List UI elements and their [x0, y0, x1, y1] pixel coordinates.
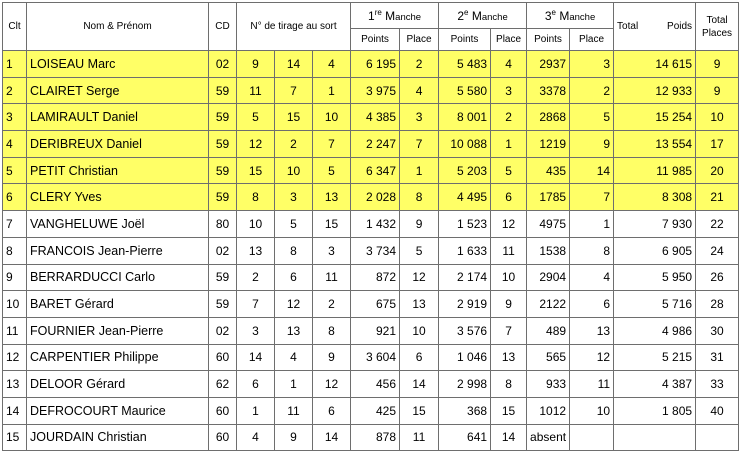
table-row	[3, 77, 739, 104]
cell-m1-place: 13	[400, 291, 439, 318]
cell-total-places: 9	[696, 51, 739, 78]
cell-m3-place: 12	[570, 344, 614, 371]
cell-m1-points: 2 028	[351, 184, 400, 211]
cell-total-places: 21	[696, 184, 739, 211]
cell-tirage-1: 14	[237, 344, 275, 371]
cell-total-poids: 5 950	[614, 264, 696, 291]
cell-m3-points: 1219	[527, 131, 570, 158]
cell-total-poids: 15 254	[614, 104, 696, 131]
cell-cd: 02	[209, 51, 237, 78]
cell-name: FRANCOIS Jean-Pierre	[27, 237, 209, 264]
cell-tirage-2: 12	[275, 291, 313, 318]
cell-total-poids: 4 387	[614, 371, 696, 398]
header-manche-1	[351, 3, 439, 29]
cell-tirage-1: 4	[237, 424, 275, 451]
cell-total-places: 17	[696, 131, 739, 158]
cell-clt: 11	[3, 317, 27, 344]
cell-m2-place: 8	[491, 371, 527, 398]
cell-tirage-2: 13	[275, 317, 313, 344]
cell-m2-points: 1 633	[439, 237, 491, 264]
cell-clt: 13	[3, 371, 27, 398]
cell-m2-place: 5	[491, 157, 527, 184]
cell-m2-points: 5 203	[439, 157, 491, 184]
cell-m3-points: 2904	[527, 264, 570, 291]
cell-m3-points: 1785	[527, 184, 570, 211]
header-clt: Clt	[3, 3, 27, 51]
cell-m2-points: 368	[439, 397, 491, 424]
cell-tirage-1: 5	[237, 104, 275, 131]
cell-m1-points: 878	[351, 424, 400, 451]
cell-clt: 15	[3, 424, 27, 451]
cell-m2-place: 14	[491, 424, 527, 451]
table-row	[3, 157, 739, 184]
header-total-label: Total	[617, 21, 639, 32]
cell-tirage-2: 15	[275, 104, 313, 131]
cell-m3-points: 565	[527, 344, 570, 371]
manche-1-word-initial: M	[385, 8, 396, 23]
cell-m2-points: 3 576	[439, 317, 491, 344]
cell-tirage-1: 11	[237, 77, 275, 104]
cell-total-places: 24	[696, 237, 739, 264]
cell-m2-place: 2	[491, 104, 527, 131]
cell-tirage-3: 7	[313, 131, 351, 158]
cell-m1-place: 3	[400, 104, 439, 131]
cell-m1-points: 3 975	[351, 77, 400, 104]
manche-2-word-rest: anche	[481, 11, 508, 23]
manche-1-number: 1	[368, 8, 375, 23]
cell-m2-points: 8 001	[439, 104, 491, 131]
cell-m3-points: 2122	[527, 291, 570, 318]
cell-total-places: 20	[696, 157, 739, 184]
cell-tirage-1: 12	[237, 131, 275, 158]
cell-tirage-3: 13	[313, 184, 351, 211]
cell-m2-points: 1 523	[439, 211, 491, 238]
table-row	[3, 424, 739, 451]
cell-total-places: 33	[696, 371, 739, 398]
cell-cd: 59	[209, 264, 237, 291]
table-row	[3, 237, 739, 264]
cell-m3-place: 2	[570, 77, 614, 104]
cell-tirage-3: 4	[313, 51, 351, 78]
cell-cd: 59	[209, 77, 237, 104]
table-row	[3, 317, 739, 344]
cell-m3-place: 5	[570, 104, 614, 131]
cell-m3-place: 10	[570, 397, 614, 424]
results-body	[3, 51, 739, 451]
header-manche-3	[527, 3, 614, 29]
cell-m2-place: 9	[491, 291, 527, 318]
cell-m3-place: 4	[570, 264, 614, 291]
cell-m1-place: 2	[400, 51, 439, 78]
cell-tirage-3: 9	[313, 344, 351, 371]
cell-tirage-2: 14	[275, 51, 313, 78]
cell-total-places: 28	[696, 291, 739, 318]
cell-clt: 10	[3, 291, 27, 318]
cell-total-poids: 12 933	[614, 77, 696, 104]
cell-m2-place: 1	[491, 131, 527, 158]
cell-clt: 6	[3, 184, 27, 211]
table-row	[3, 291, 739, 318]
header-total-places: Total Places	[696, 3, 739, 51]
cell-m1-points: 872	[351, 264, 400, 291]
manche-1-word-rest: anche	[395, 11, 422, 23]
cell-m3-place: 1	[570, 211, 614, 238]
cell-m1-points: 3 604	[351, 344, 400, 371]
cell-m2-points: 2 174	[439, 264, 491, 291]
cell-tirage-3: 15	[313, 211, 351, 238]
manche-3-word-rest: anche	[569, 11, 596, 23]
header-total-poids	[614, 3, 696, 51]
cell-m3-place: 11	[570, 371, 614, 398]
cell-m2-place: 4	[491, 51, 527, 78]
cell-m1-points: 6 347	[351, 157, 400, 184]
cell-m2-points: 4 495	[439, 184, 491, 211]
cell-tirage-2: 11	[275, 397, 313, 424]
cell-name: BERRARDUCCI Carlo	[27, 264, 209, 291]
cell-tirage-1: 1	[237, 397, 275, 424]
cell-tirage-3: 14	[313, 424, 351, 451]
cell-total-places: 40	[696, 397, 739, 424]
cell-total-poids: 5 716	[614, 291, 696, 318]
cell-m3-place: 6	[570, 291, 614, 318]
manche-2-number: 2	[457, 8, 465, 23]
cell-m1-place: 15	[400, 397, 439, 424]
cell-total-places: 10	[696, 104, 739, 131]
cell-cd: 60	[209, 344, 237, 371]
cell-tirage-2: 5	[275, 211, 313, 238]
cell-cd: 59	[209, 157, 237, 184]
cell-m2-place: 15	[491, 397, 527, 424]
cell-clt: 1	[3, 51, 27, 78]
cell-name: DEFROCOURT Maurice	[27, 397, 209, 424]
cell-m3-place	[570, 424, 614, 451]
cell-clt: 3	[3, 104, 27, 131]
cell-m2-points: 10 088	[439, 131, 491, 158]
cell-cd: 60	[209, 424, 237, 451]
header-m1-points: Points	[351, 29, 400, 51]
cell-m3-points: 2937	[527, 51, 570, 78]
cell-tirage-3: 12	[313, 371, 351, 398]
cell-m2-place: 11	[491, 237, 527, 264]
table-row	[3, 104, 739, 131]
table-row	[3, 51, 739, 78]
header-m3-points: Points	[527, 29, 570, 51]
cell-cd: 02	[209, 317, 237, 344]
cell-m2-place: 12	[491, 211, 527, 238]
cell-clt: 12	[3, 344, 27, 371]
cell-cd: 59	[209, 184, 237, 211]
cell-tirage-2: 6	[275, 264, 313, 291]
cell-name: JOURDAIN Christian	[27, 424, 209, 451]
table-row	[3, 344, 739, 371]
cell-tirage-1: 15	[237, 157, 275, 184]
cell-tirage-2: 2	[275, 131, 313, 158]
cell-clt: 7	[3, 211, 27, 238]
cell-clt: 5	[3, 157, 27, 184]
header-manche-2	[439, 3, 527, 29]
cell-m1-place: 10	[400, 317, 439, 344]
manche-3-word-initial: M	[559, 8, 570, 23]
cell-name: PETIT Christian	[27, 157, 209, 184]
cell-total-poids: 8 308	[614, 184, 696, 211]
cell-name: BARET Gérard	[27, 291, 209, 318]
cell-clt: 2	[3, 77, 27, 104]
manche-3-sup: e	[551, 7, 556, 17]
cell-tirage-3: 8	[313, 317, 351, 344]
cell-cd: 59	[209, 104, 237, 131]
cell-m1-place: 4	[400, 77, 439, 104]
cell-m1-place: 6	[400, 344, 439, 371]
cell-tirage-1: 2	[237, 264, 275, 291]
cell-total-poids: 7 930	[614, 211, 696, 238]
cell-m3-place: 14	[570, 157, 614, 184]
table-row	[3, 371, 739, 398]
cell-m1-place: 9	[400, 211, 439, 238]
cell-m1-points: 456	[351, 371, 400, 398]
cell-tirage-3: 10	[313, 104, 351, 131]
cell-m2-points: 641	[439, 424, 491, 451]
cell-name: CARPENTIER Philippe	[27, 344, 209, 371]
cell-cd: 60	[209, 397, 237, 424]
cell-tirage-3: 3	[313, 237, 351, 264]
manche-3-number: 3	[544, 8, 552, 23]
cell-tirage-2: 10	[275, 157, 313, 184]
cell-m3-points: 3378	[527, 77, 570, 104]
cell-total-places: 22	[696, 211, 739, 238]
cell-m3-place: 7	[570, 184, 614, 211]
cell-m1-points: 1 432	[351, 211, 400, 238]
cell-m1-place: 8	[400, 184, 439, 211]
cell-m2-points: 2 998	[439, 371, 491, 398]
cell-m2-place: 3	[491, 77, 527, 104]
cell-tirage-1: 9	[237, 51, 275, 78]
cell-m3-points: 435	[527, 157, 570, 184]
cell-total-poids: 14 615	[614, 51, 696, 78]
cell-total-places: 30	[696, 317, 739, 344]
table-row	[3, 211, 739, 238]
cell-m1-place: 11	[400, 424, 439, 451]
cell-cd: 62	[209, 371, 237, 398]
cell-m1-points: 425	[351, 397, 400, 424]
cell-total-poids: 4 986	[614, 317, 696, 344]
header-m3-place: Place	[570, 29, 614, 51]
cell-m1-place: 1	[400, 157, 439, 184]
cell-m1-place: 5	[400, 237, 439, 264]
cell-tirage-2: 7	[275, 77, 313, 104]
cell-m2-place: 13	[491, 344, 527, 371]
cell-cd: 80	[209, 211, 237, 238]
cell-tirage-3: 2	[313, 291, 351, 318]
cell-tirage-3: 6	[313, 397, 351, 424]
cell-total-places: 26	[696, 264, 739, 291]
manche-2-sup: e	[464, 7, 469, 17]
cell-total-poids: 13 554	[614, 131, 696, 158]
cell-total-places: 9	[696, 77, 739, 104]
table-row	[3, 131, 739, 158]
cell-m2-place: 6	[491, 184, 527, 211]
cell-tirage-1: 8	[237, 184, 275, 211]
cell-total-places: 31	[696, 344, 739, 371]
cell-clt: 14	[3, 397, 27, 424]
cell-tirage-2: 3	[275, 184, 313, 211]
cell-tirage-2: 1	[275, 371, 313, 398]
cell-m3-points: 1538	[527, 237, 570, 264]
cell-m2-points: 5 580	[439, 77, 491, 104]
cell-m3-points: 1012	[527, 397, 570, 424]
cell-m1-place: 12	[400, 264, 439, 291]
manche-1-sup: re	[374, 7, 382, 17]
cell-total-poids: 6 905	[614, 237, 696, 264]
cell-total-poids: 11 985	[614, 157, 696, 184]
cell-name: DERIBREUX Daniel	[27, 131, 209, 158]
cell-tirage-2: 9	[275, 424, 313, 451]
cell-m2-points: 2 919	[439, 291, 491, 318]
cell-m3-points: 4975	[527, 211, 570, 238]
header-m1-place: Place	[400, 29, 439, 51]
cell-m3-place: 9	[570, 131, 614, 158]
cell-name: CLERY Yves	[27, 184, 209, 211]
cell-total-poids	[614, 424, 696, 451]
cell-name: DELOOR Gérard	[27, 371, 209, 398]
cell-tirage-3: 11	[313, 264, 351, 291]
header-m2-points: Points	[439, 29, 491, 51]
cell-m2-place: 7	[491, 317, 527, 344]
cell-total-poids: 5 215	[614, 344, 696, 371]
cell-m3-place: 3	[570, 51, 614, 78]
cell-m2-points: 1 046	[439, 344, 491, 371]
table-row	[3, 184, 739, 211]
cell-m2-points: 5 483	[439, 51, 491, 78]
cell-m1-place: 7	[400, 131, 439, 158]
cell-cd: 59	[209, 291, 237, 318]
cell-tirage-3: 1	[313, 77, 351, 104]
table-row	[3, 397, 739, 424]
manche-2-word-initial: M	[471, 8, 482, 23]
cell-m1-points: 3 734	[351, 237, 400, 264]
cell-m3-place: 8	[570, 237, 614, 264]
cell-name: CLAIRET Serge	[27, 77, 209, 104]
results-table	[2, 2, 739, 451]
cell-m3-points: 489	[527, 317, 570, 344]
cell-total-places	[696, 424, 739, 451]
header-cd: CD	[209, 3, 237, 51]
header-nom: Nom & Prénom	[27, 3, 209, 51]
cell-m3-points: 2868	[527, 104, 570, 131]
cell-tirage-3: 5	[313, 157, 351, 184]
cell-m1-points: 921	[351, 317, 400, 344]
cell-tirage-1: 10	[237, 211, 275, 238]
cell-cd: 02	[209, 237, 237, 264]
header-tirage: N° de tirage au sort	[237, 3, 351, 51]
header-poids-label: Poids	[667, 21, 693, 32]
table-row	[3, 264, 739, 291]
cell-m1-points: 4 385	[351, 104, 400, 131]
cell-name: FOURNIER Jean-Pierre	[27, 317, 209, 344]
cell-tirage-1: 6	[237, 371, 275, 398]
cell-m1-place: 14	[400, 371, 439, 398]
cell-m1-points: 675	[351, 291, 400, 318]
cell-m3-points: absent	[527, 424, 570, 451]
header-m2-place: Place	[491, 29, 527, 51]
cell-clt: 8	[3, 237, 27, 264]
cell-m3-points: 933	[527, 371, 570, 398]
cell-tirage-1: 7	[237, 291, 275, 318]
cell-tirage-1: 13	[237, 237, 275, 264]
cell-tirage-2: 4	[275, 344, 313, 371]
cell-m1-points: 2 247	[351, 131, 400, 158]
cell-m2-place: 10	[491, 264, 527, 291]
cell-clt: 4	[3, 131, 27, 158]
cell-clt: 9	[3, 264, 27, 291]
cell-name: LOISEAU Marc	[27, 51, 209, 78]
cell-m3-place: 13	[570, 317, 614, 344]
cell-cd: 59	[209, 131, 237, 158]
cell-m1-points: 6 195	[351, 51, 400, 78]
cell-name: LAMIRAULT Daniel	[27, 104, 209, 131]
cell-total-poids: 1 805	[614, 397, 696, 424]
cell-name: VANGHELUWE Joël	[27, 211, 209, 238]
cell-tirage-2: 8	[275, 237, 313, 264]
cell-tirage-1: 3	[237, 317, 275, 344]
